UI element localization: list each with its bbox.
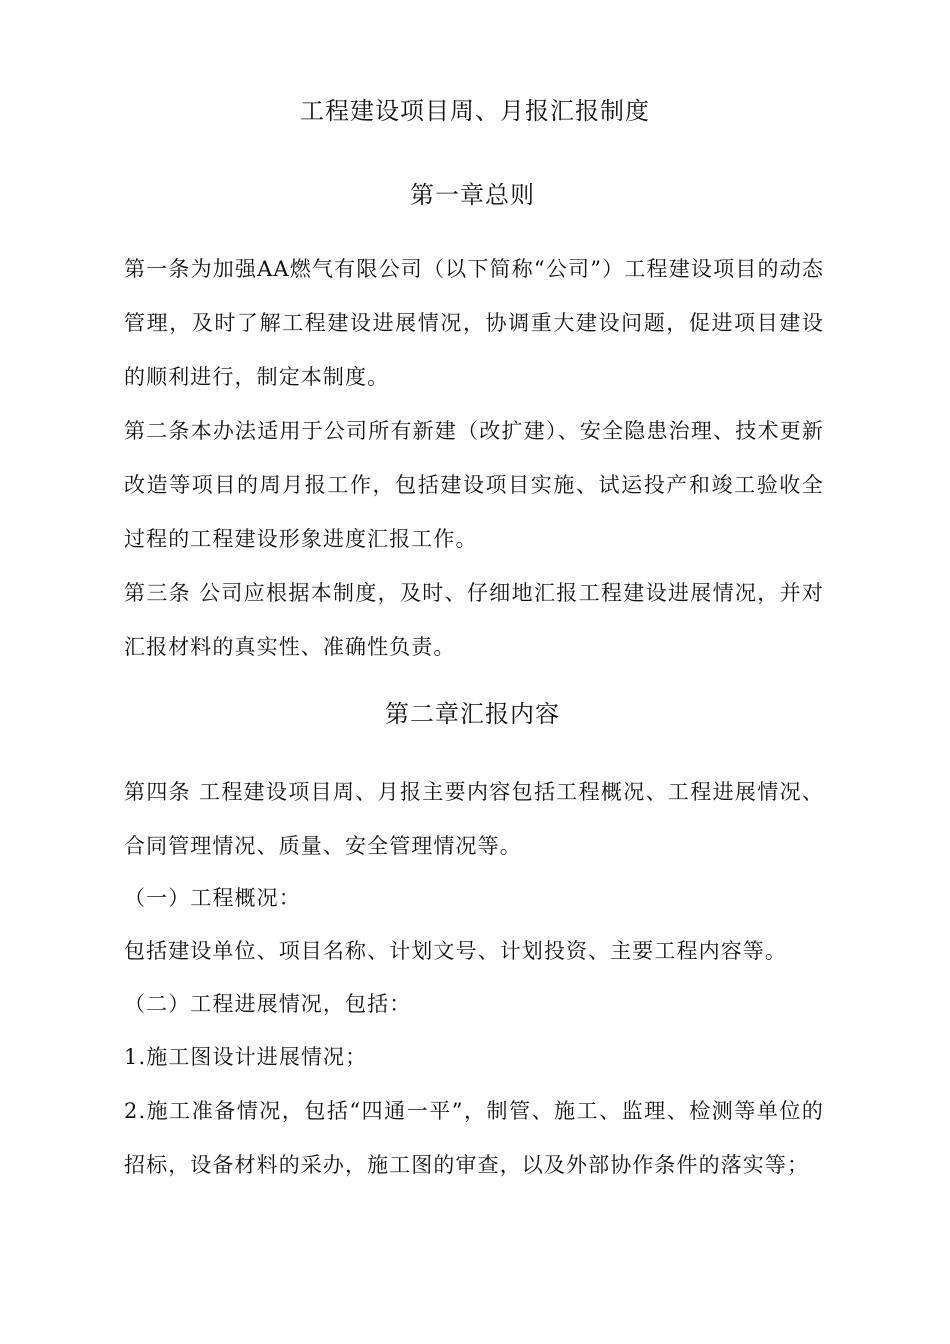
chapter-1-heading: 第一章总则 xyxy=(410,181,535,209)
section-2-heading: （二）工程进展情况，包括： xyxy=(124,992,412,1016)
section-1-heading: （一）工程概况： xyxy=(124,886,301,910)
document-title: 工程建设项目周、月报汇报制度 xyxy=(300,97,650,125)
list-item-1: 1.施工图设计进展情况； xyxy=(124,1045,368,1069)
article-1: 第一条为加强AA燃气有限公司（以下简称“公司”）工程建设项目的动态管理，及时了解工程建设进展情况，协调重大建设问题，促进项目建设的顺利进行，制定本制度。 xyxy=(124,257,824,389)
list-item-2: 2.施工准备情况，包括“四通一平”，制管、施工、监理、检测等单位的招标，设备材料的采办，施工图的审查，以及外部协作条件的落实等； xyxy=(124,1099,824,1177)
chapter-2-heading: 第二章汇报内容 xyxy=(385,700,560,728)
article-3: 第三条 公司应根据本制度，及时、仔细地汇报工程建设进展情况，并对汇报材料的真实性、准确性负责。 xyxy=(124,581,824,659)
section-1-body: 包括建设单位、项目名称、计划文号、计划投资、主要工程内容等。 xyxy=(124,939,787,963)
article-4: 第四条 工程建设项目周、月报主要内容包括工程概况、工程进展情况、合同管理情况、质量、安全管理情况等。 xyxy=(124,780,824,858)
article-2: 第二条本办法适用于公司所有新建（改扩建）、安全隐患治理、技术更新改造等项目的周月报工作，包括建设项目实施、试运投产和竣工验收全过程的工程建设形象进度汇报工作。 xyxy=(124,419,824,551)
